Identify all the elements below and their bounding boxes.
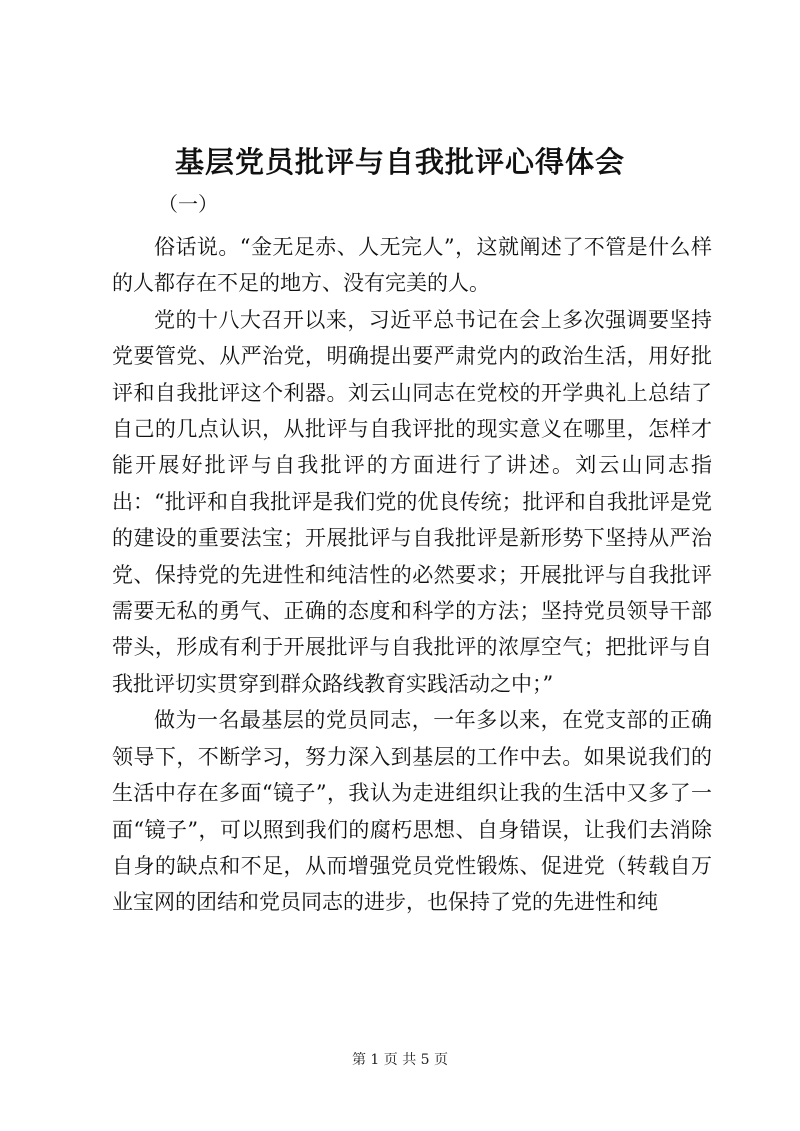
page-title: 基层党员批评与自我批评心得体会 <box>174 145 625 179</box>
body-text <box>112 229 712 921</box>
page-footer <box>0 1049 800 1069</box>
page-number-label: 第 1 页 共 5 页 <box>351 1052 449 1068</box>
paragraph-3: 做为一名最基层的党员同志，一年多以来，在党支部的正确领导下，不断学习，努力深入到基层的工作中去。如果说我们的生活中存在多面“镜子”，我认为走进组织让我的生活中又多了一面“镜子”，可以照到我们的腐朽思想、自身错误，让我们去消除自身的缺点和不足，从而增强党员党性锻炼、促进党（转载自万业宝网的团结和党员同志的进步，也保持了党的先进性和纯 <box>112 708 712 915</box>
section-marker: （一） <box>158 192 218 216</box>
paragraph-1: 俗话说。“金无足赤、人无完人”，这就阐述了不管是什么样的人都存在不足的地方、没有完美的人。 <box>112 235 712 296</box>
paragraph-2: 党的十八大召开以来，习近平总书记在会上多次强调要坚持党要管党、从严治党，明确提出要严肃党内的政治生活，用好批评和自我批评这个利器。刘云山同志在党校的开学典礼上总结了自己的几点认识，从批评与自我评批的现实意义在哪里，怎样才能开展好批评与自我批评的方面进行了讲述。刘云山同志指出：“批评和自我批评是我们党的优良传统；批评和自我批评是党的建设的重要法宝；开展批评与自我批评是新形势下坚持从严治党、保持党的先进性和纯洁性的必然要求；开展批评与自我批评需要无私的勇气、正确的态度和科学的方法；坚持党员领导干部带头，形成有利于开展批评与自我批评的浓厚空气；把批评与自我批评切实贯穿到群众路线教育实践活动之中；” <box>112 307 712 696</box>
